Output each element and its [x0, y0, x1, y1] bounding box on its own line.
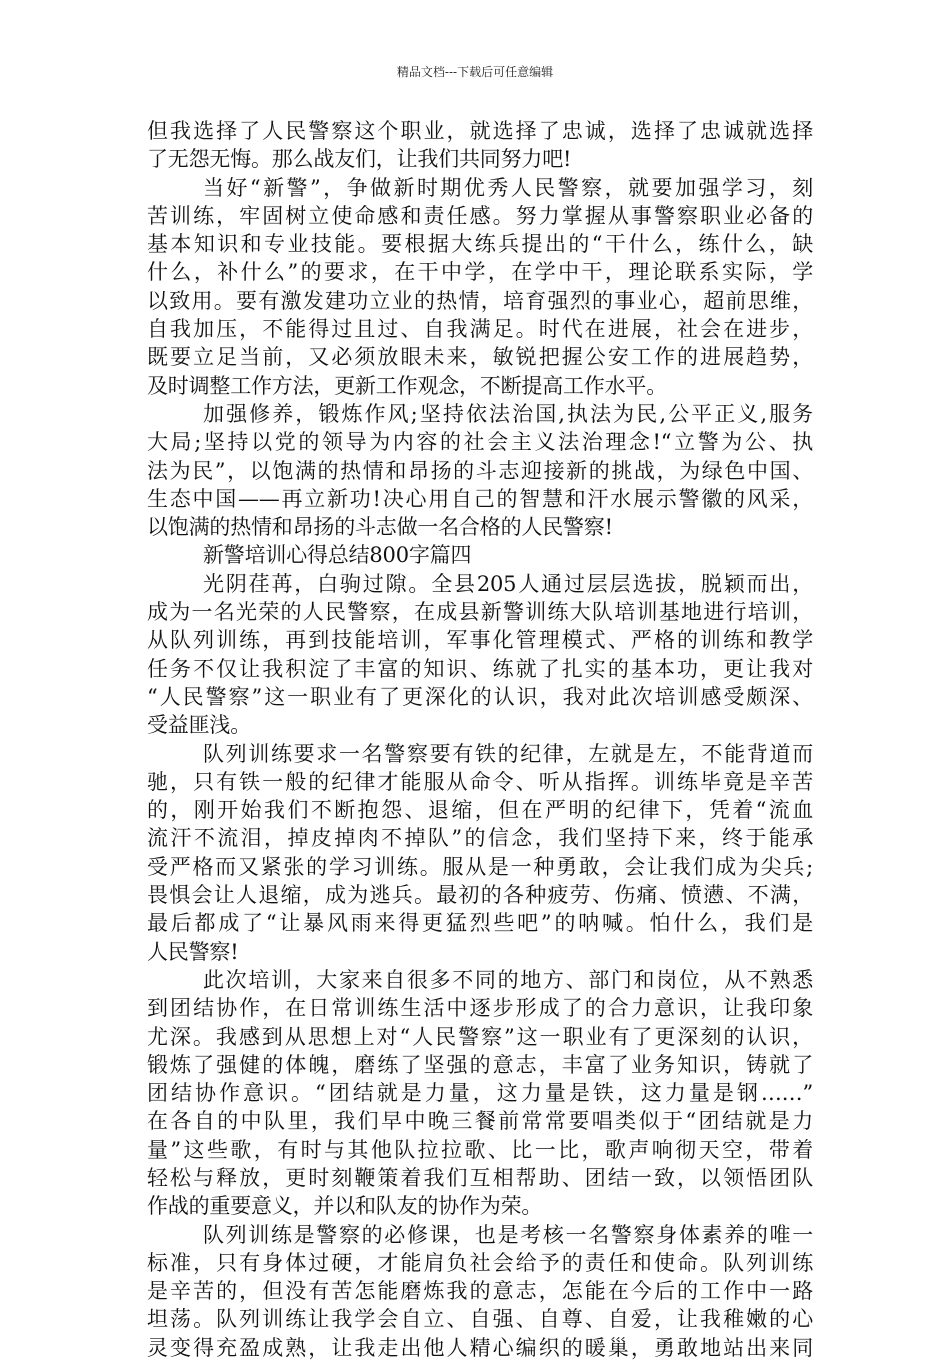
- text-line: 队列训练是警察的必修课，也是考核一名警察身体素养的唯一: [203, 1222, 813, 1247]
- text-line: 在各自的中队里，我们早中晚三餐前常常要唱类似于“团结就是力: [147, 1109, 813, 1134]
- text-line: 及时调整工作方法，更新工作观念，不断提高工作水平。: [147, 373, 667, 398]
- text-line: “人民警察”这一职业有了更深化的认识，我对此次培训感受颇深、: [147, 684, 813, 709]
- text-line: 当好“新警”，争做新时期优秀人民警察，就要加强学习，刻: [203, 175, 813, 200]
- text-line: 此次培训，大家来自很多不同的地方、部门和岗位，从不熟悉: [203, 967, 813, 992]
- text-line: 苦训练，牢固树立使命感和责任感。努力掌握从事警察职业必备的: [147, 203, 813, 228]
- text-line: 但我选择了人民警察这个职业，就选择了忠诚，选择了忠诚就选择: [147, 119, 813, 143]
- text-line: 了无怨无悔。那么战友们，让我们共同努力吧!: [147, 147, 572, 172]
- text-line: 法为民”，以饱满的热情和昂扬的斗志迎接新的挑战，为绿色中国、: [147, 458, 813, 483]
- text-line: 是辛苦的，但没有苦怎能磨炼我的意志，怎能在今后的工作中一路: [147, 1279, 813, 1304]
- document-body: [147, 117, 813, 1362]
- text-line: 团结协作意识。“团结就是力量，这力量是铁，这力量是钢……”: [147, 1081, 813, 1106]
- text-line: 成为一名光荣的人民警察，在成县新警训练大队培训基地进行培训，: [147, 600, 813, 625]
- text-line: 大局;坚持以党的领导为内容的社会主义法治理念!“立警为公、执: [147, 430, 813, 455]
- text-line: 受严格而又紧张的学习训练。服从是一种勇敢，会让我们成为尖兵;: [147, 854, 813, 879]
- text-line: 以致用。要有激发建功立业的热情，培育强烈的事业心，超前思维，: [147, 288, 813, 313]
- text-line: 既要立足当前，又必须放眼未来，敏锐把握公安工作的进展趋势，: [147, 345, 813, 370]
- text-line: 基本知识和专业技能。要根据大练兵提出的“干什么，练什么，缺: [147, 232, 813, 257]
- text-line: 光阴荏苒，白驹过隙。全县205人通过层层选拔，脱颖而出，: [203, 571, 813, 596]
- text-line: 坦荡。队列训练让我学会自立、自强、自尊、自爱，让我稚嫩的心: [147, 1307, 813, 1332]
- text-line: 队列训练要求一名警察要有铁的纪律，左就是左，不能背道而: [203, 741, 813, 766]
- text-line: 流汗不流泪，掉皮掉肉不掉队”的信念，我们坚持下来，终于能承: [147, 826, 813, 851]
- text-line: 轻松与释放，更时刻鞭策着我们互相帮助、团结一致，以领悟团队: [147, 1165, 813, 1190]
- text-line: 加强修养，锻炼作风;坚持依法治国,执法为民,公平正义,服务: [203, 401, 813, 426]
- text-line: 到团结协作，在日常训练生活中逐步形成了的合力意识，让我印象: [147, 996, 813, 1021]
- text-line: 什么，补什么”的要求，在干中学，在学中干，理论联系实际，学: [147, 260, 813, 285]
- text-line: 从队列训练，再到技能培训，军事化管理模式、严格的训练和教学: [147, 628, 813, 653]
- text-line: 的，刚开始我们不断抱怨、退缩，但在严明的纪律下，凭着“流血: [147, 798, 813, 823]
- text-line: 作战的重要意义，并以和队友的协作为荣。: [147, 1194, 543, 1219]
- page-header: 精品文档---下载后可任意编辑: [396, 65, 554, 79]
- text-line: 最后都成了“让暴风雨来得更猛烈些吧”的呐喊。怕什么，我们是: [147, 911, 813, 936]
- text-line: 驰，只有铁一般的纪律才能服从命令、听从指挥。训练毕竟是辛苦: [147, 769, 813, 794]
- text-line: 任务不仅让我积淀了丰富的知识、练就了扎实的基本功，更让我对: [147, 656, 813, 681]
- text-line: 灵变得充盈成熟，让我走出他人精心编织的暖巢，勇敢地站出来同: [147, 1335, 813, 1360]
- text-line: 自我加压，不能得过且过、自我满足。时代在进展，社会在进步，: [147, 317, 813, 342]
- text-line: 标准，只有身体过硬，才能肩负社会给予的责任和使命。队列训练: [147, 1250, 813, 1275]
- text-line: 量”这些歌，有时与其他队拉拉歌、比一比，歌声响彻天空，带着: [147, 1137, 813, 1162]
- text-line: 锻炼了强健的体魄，磨练了坚强的意志，丰富了业务知识，铸就了: [147, 1052, 813, 1077]
- text-line: 人民警察!: [147, 939, 239, 964]
- text-line: 以饱满的热情和昂扬的斗志做一名合格的人民警察!: [147, 515, 613, 540]
- text-line: 生态中国——再立新功!决心用自己的智慧和汗水展示警徽的风采，: [147, 486, 813, 511]
- text-line: 新警培训心得总结800字篇四: [203, 543, 472, 568]
- text-line: 畏惧会让人退缩，成为逃兵。最初的各种疲劳、伤痛、愤懑、不满，: [147, 883, 813, 908]
- text-line: 受益匪浅。: [147, 713, 251, 738]
- text-line: 尤深。我感到从思想上对“人民警察”这一职业有了更深刻的认识，: [147, 1024, 813, 1049]
